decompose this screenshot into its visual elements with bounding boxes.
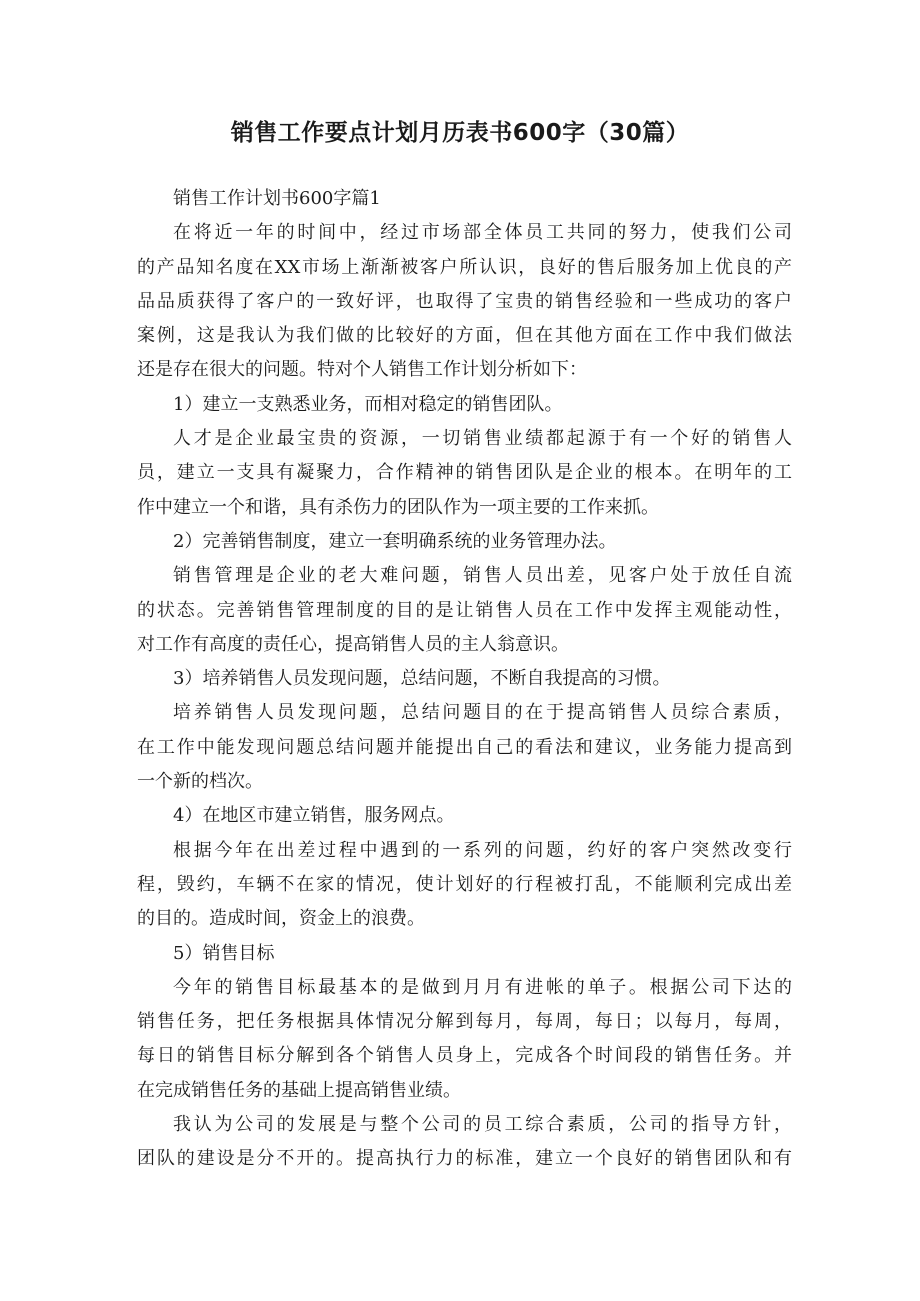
text-line: 程，毁约，车辆不在家的情况，使计划好的行程被打乱，不能顺利完成出差	[137, 873, 792, 895]
document-title: 销售工作要点计划月历表书600字（30篇）	[230, 120, 690, 146]
text-line: 1）建立一支熟悉业务，而相对稳定的销售团队。	[173, 393, 563, 415]
text-line: 一个新的档次。	[137, 771, 263, 793]
text-line: 在完成销售任务的基础上提高销售业绩。	[137, 1079, 461, 1101]
text-line: 销售工作计划书600字篇1	[173, 188, 381, 209]
text-line: 5）销售目标	[173, 942, 275, 964]
text-line: 根据今年在出差过程中遇到的一系列的问题，约好的客户突然改变行	[173, 839, 792, 861]
text-line: 3）培养销售人员发现问题，总结问题，不断自我提高的习惯。	[173, 668, 671, 690]
text-line: 案例，这是我认为我们做的比较好的方面，但在其他方面在工作中我们做法	[137, 325, 792, 347]
text-line: 4）在地区市建立销售，服务网点。	[173, 805, 455, 827]
document-body	[137, 182, 792, 1177]
text-line: 作中建立一个和谐，具有杀伤力的团队作为一项主要的工作来抓。	[137, 496, 659, 518]
text-line: 每日的销售目标分解到各个销售人员身上，完成各个时间段的销售任务。并	[137, 1045, 792, 1067]
text-line: 团队的建设是分不开的。提高执行力的标准，建立一个良好的销售团队和有	[137, 1148, 792, 1170]
text-line: 今年的销售目标最基本的是做到月月有进帐的单子。根据公司下达的	[173, 976, 792, 998]
text-line: 我认为公司的发展是与整个公司的员工综合素质，公司的指导方针，	[173, 1114, 792, 1136]
text-line: 销售管理是企业的老大难问题，销售人员出差，见客户处于放任自流	[173, 565, 792, 587]
text-line: 培养销售人员发现问题，总结问题目的在于提高销售人员综合素质，	[173, 702, 792, 724]
text-line: 员，建立一支具有凝聚力，合作精神的销售团队是企业的根本。在明年的工	[137, 462, 792, 484]
text-line: 还是存在很大的问题。特对个人销售工作计划分析如下：	[137, 359, 587, 381]
text-line: 在将近一年的时间中，经过市场部全体员工共同的努力，使我们公司	[173, 222, 792, 244]
text-line: 人才是企业最宝贵的资源，一切销售业绩都起源于有一个好的销售人	[173, 428, 792, 450]
text-line: 2）完善销售制度，建立一套明确系统的业务管理办法。	[173, 530, 617, 552]
text-line: 销售任务，把任务根据具体情况分解到每月，每周，每日；以每月，每周，	[137, 1011, 792, 1033]
text-line: 品品质获得了客户的一致好评，也取得了宝贵的销售经验和一些成功的客户	[137, 290, 792, 312]
text-line: 的目的。造成时间，资金上的浪费。	[137, 908, 425, 930]
text-line: 的状态。完善销售管理制度的目的是让销售人员在工作中发挥主观能动性，	[137, 599, 792, 621]
text-line: 的产品知名度在XX市场上渐渐被客户所认识，良好的售后服务加上优良的产	[137, 256, 792, 278]
text-line: 对工作有高度的责任心，提高销售人员的主人翁意识。	[137, 633, 569, 655]
text-line: 在工作中能发现问题总结问题并能提出自己的看法和建议，业务能力提高到	[137, 736, 792, 758]
